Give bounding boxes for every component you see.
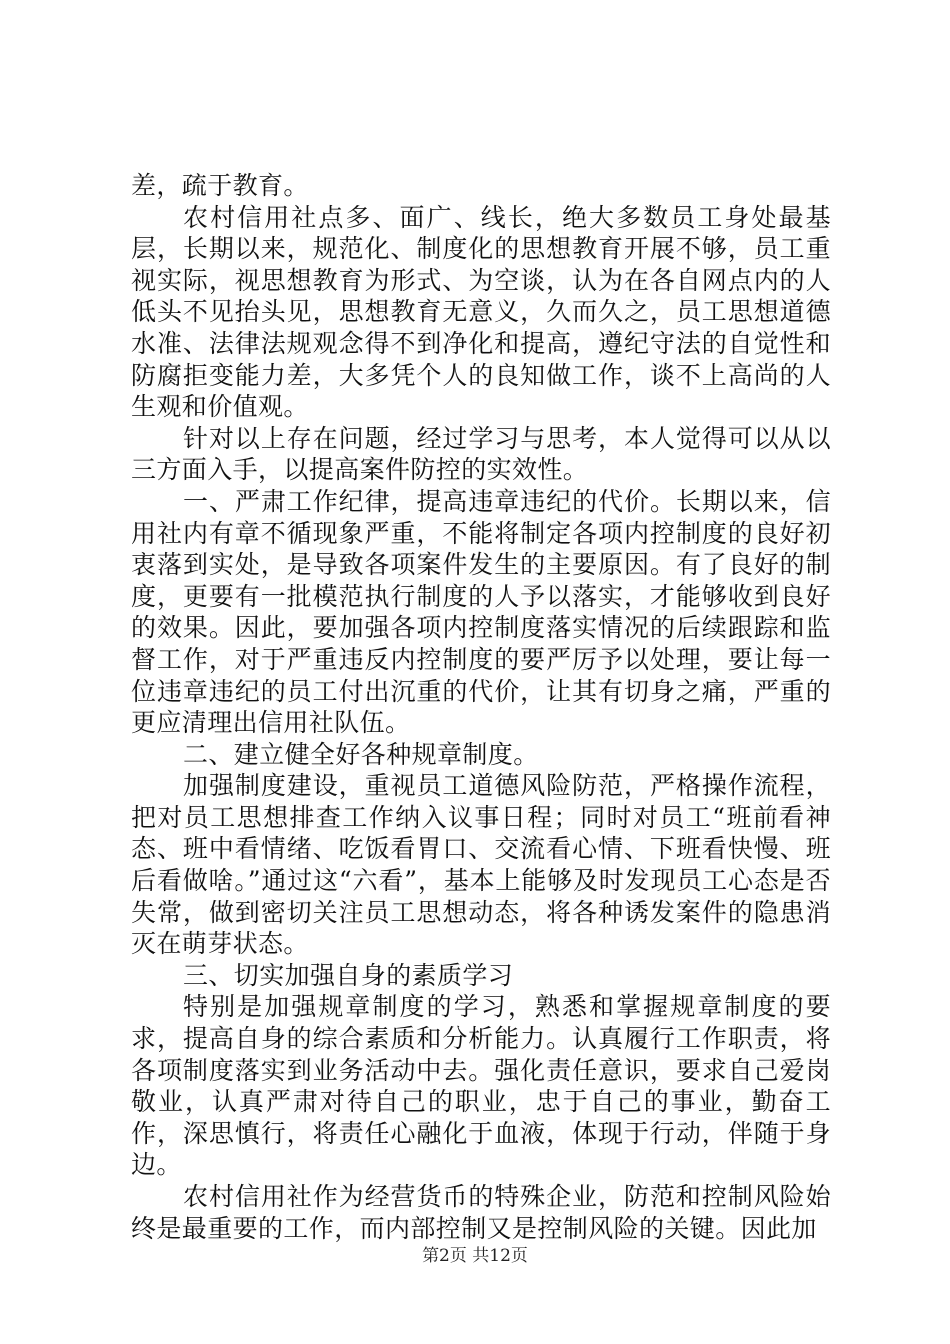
- paragraph-problem-analysis: 农村信用社点多、面广、线长，绝大多数员工身处最基层，长期以来，规范化、制度化的思想教育开展不够，员工重视实际，视思想教育为形式、为空谈，认为在各自网点内的人低头不见抬头见，思想教育无意义，久而久之，员工思想道德水准、法律法规观念得不到净化和提高，遵纪守法的自觉性和防腐拒变能力差，大多凭个人的良知做工作，谈不上高尚的人生观和价值观。: [131, 202, 831, 422]
- paragraph-continuation: 差，疏于教育。: [131, 171, 309, 200]
- page-number-footer: 第2页 共12页: [422, 1246, 528, 1266]
- paragraph-intro-measures: 针对以上存在问题，经过学习与思考，本人觉得可以从以三方面入手，以提高案件防控的实效性。: [131, 423, 831, 485]
- paragraph-conclusion: 农村信用社作为经营货币的特殊企业，防范和控制风险始终是最重要的工作，而内部控制又是控制风险的关键。因此加: [131, 1182, 831, 1243]
- paragraph-measure-one: 一、严肃工作纪律，提高违章违纪的代价。长期以来，信用社内有章不循现象严重，不能将制定各项内控制度的良好初衷落到实处，是导致各项案件发生的主要原因。有了良好的制度，更要有一批模范执行制度的人予以落实，才能够收到良好的效果。因此，要加强各项内控制度落实情况的后续跟踪和监督工作，对于严重违反内控制度的要严厉予以处理，要让每一位违章违纪的员工付出沉重的代价，让其有切身之痛，严重的更应清理出信用社队伍。: [131, 486, 831, 738]
- heading-measure-three: 三、切实加强自身的素质学习: [183, 960, 514, 990]
- heading-measure-two: 二、建立健全好各种规章制度。: [183, 739, 539, 769]
- paragraph-measure-three: 特别是加强规章制度的学习，熟悉和掌握规章制度的要求，提高自身的综合素质和分析能力。认真履行工作职责，将各项制度落实到业务活动中去。强化责任意识，要求自己爱岗敬业，认真严肃对待自己的职业，忠于自己的事业，勤奋工作，深思慎行，将责任心融化于血液，体现于行动，伴随于身边。: [131, 992, 831, 1180]
- document-body: [131, 170, 831, 1244]
- paragraph-measure-two: 加强制度建设，重视员工道德风险防范，严格操作流程，把对员工思想排查工作纳入议事日程；同时对员工“班前看神态、班中看情绪、吃饭看胃口、交流看心情、下班看快慢、班后看做啥。”通过这“六看”，基本上能够及时发现员工心态是否失常，做到密切关注员工思想动态，将各种诱发案件的隐患消灭在萌芽状态。: [131, 771, 831, 959]
